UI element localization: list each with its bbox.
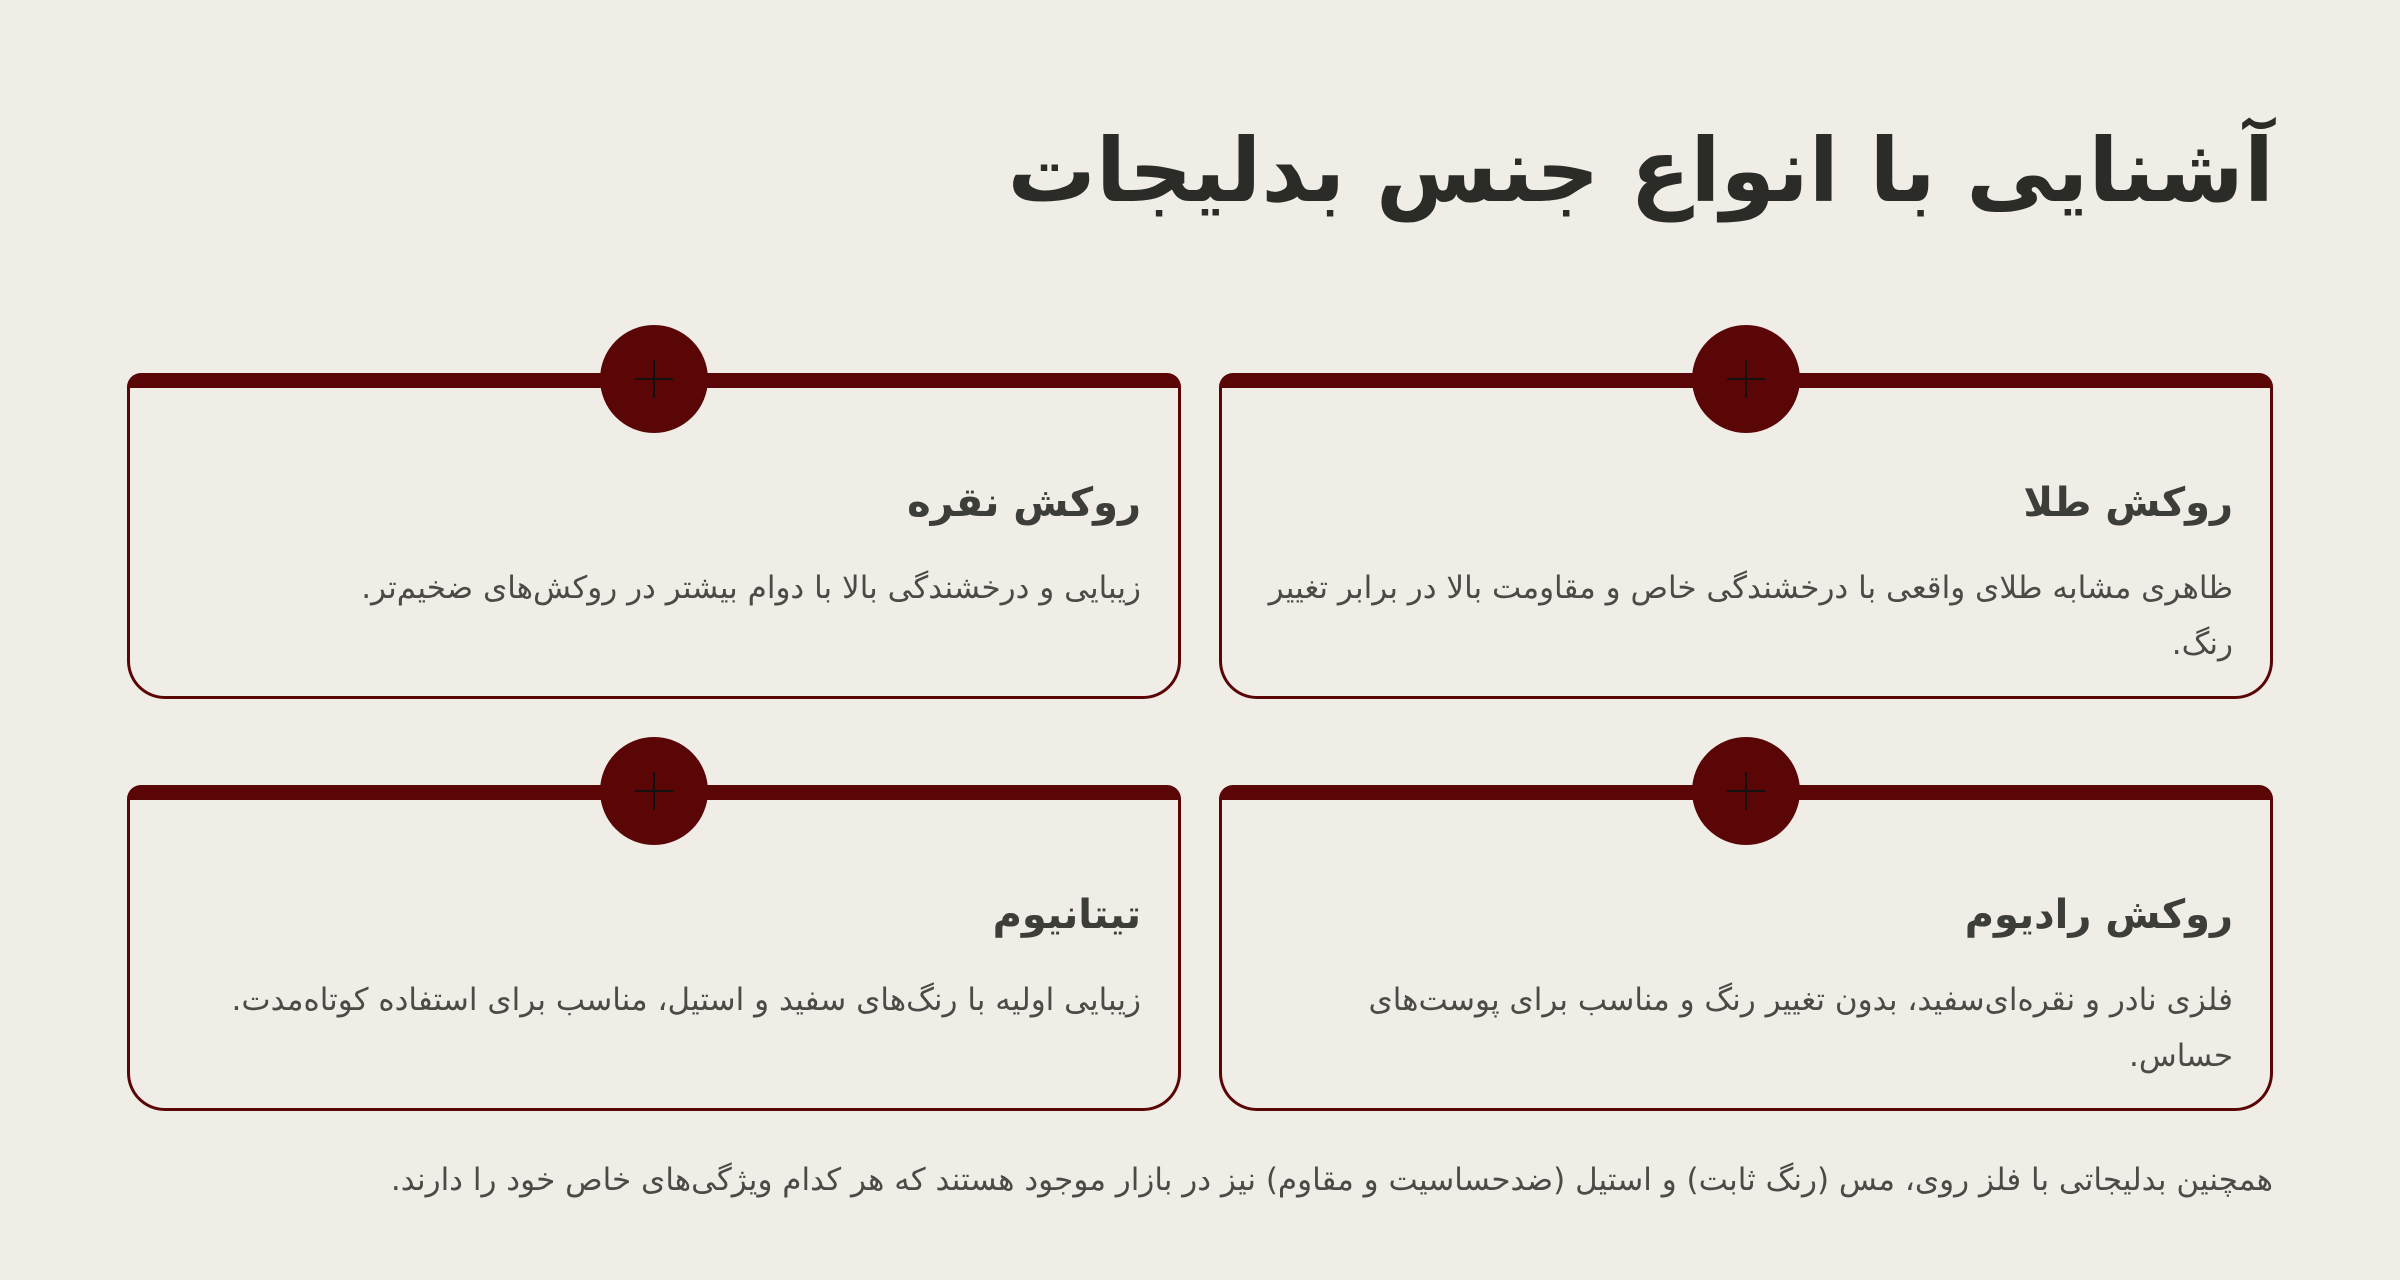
- card-silver-plating: [127, 373, 1181, 699]
- card-description: فلزی نادر و نقره‌ای‌سفید، بدون تغییر رنگ و مناسب برای پوست‌های حساس.: [1368, 982, 2233, 1074]
- card-description: زیبایی اولیه با رنگ‌های سفید و استیل، مناسب برای استفاده کوتاه‌مدت.: [231, 982, 1141, 1018]
- card-description: ظاهری مشابه طلای واقعی با درخشندگی خاص و مقاومت بالا در برابر تغییر رنگ.: [1268, 570, 2233, 662]
- card-description: زیبایی و درخشندگی بالا با دوام بیشتر در روکش‌های ضخیم‌تر.: [361, 570, 1141, 606]
- plus-icon: [635, 772, 673, 810]
- card-title: تیتانیوم: [992, 892, 1141, 938]
- plus-icon: [635, 360, 673, 398]
- plus-icon: [1727, 360, 1765, 398]
- card-title: روکش طلا: [2023, 480, 2233, 526]
- plus-icon: [1727, 772, 1765, 810]
- card-titanium: [127, 785, 1181, 1111]
- card-title: روکش رادیوم: [1964, 892, 2233, 938]
- card-badge[interactable]: [1692, 325, 1800, 433]
- card-rhodium-plating: [1219, 785, 2273, 1111]
- page-title: آشنایی با انواع جنس بدلیجات: [1007, 119, 2274, 222]
- card-badge[interactable]: [1692, 737, 1800, 845]
- card-title: روکش نقره: [907, 480, 1141, 526]
- card-badge[interactable]: [600, 737, 708, 845]
- footer-note: همچنین بدلیجاتی با فلز روی، مس (رنگ ثابت) و استیل (ضدحساسیت و مقاوم) نیز در بازار موجود هستند که هر کدام ویژگی‌های خاص خود را دارند.: [390, 1162, 2273, 1198]
- card-badge[interactable]: [600, 325, 708, 433]
- card-gold-plating: [1219, 373, 2273, 699]
